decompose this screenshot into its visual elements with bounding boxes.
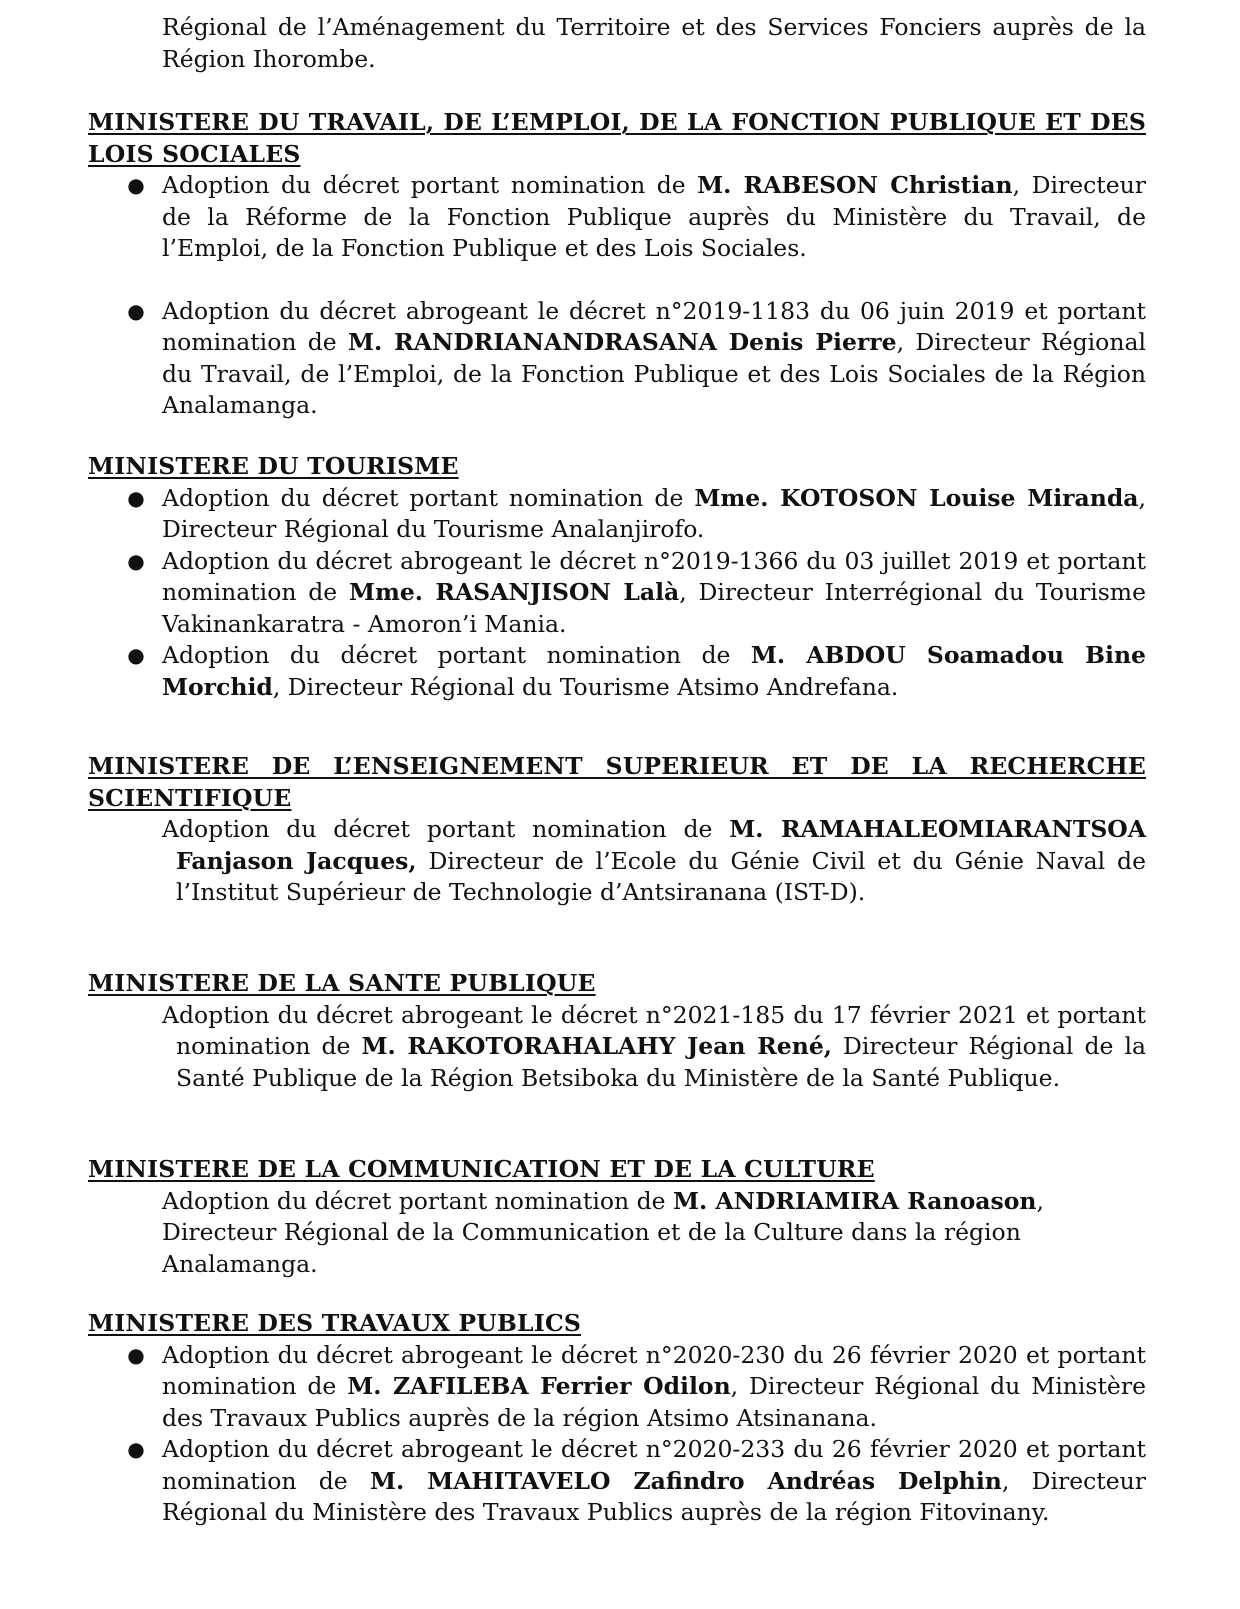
bullet-icon: ● [127,548,145,573]
nominee-name: M. ABDOU Soamadou Bine Morchid [162,641,1146,701]
section-heading: MINISTERE DU TRAVAIL, DE L’EMPLOI, DE LA FONCTION PUBLIQUE ET DES LOIS SOCIALES [88,108,1146,168]
section-heading: MINISTERE DU TOURISME [88,452,459,480]
decree-item: ● Adoption du décret portant nomination de M. ABDOU Soamadou Bine Morchid, Directeur Régional du Tourisme Atsimo Andrefana. [127,641,1146,701]
nominee-name: Mme. RASANJISON Lalà [348,578,680,606]
section-heading: MINISTERE DE LA SANTE PUBLIQUE [88,969,596,997]
intro-block [88,12,1146,75]
decree-item: ● Adoption du décret abrogeant le décret n°2020-233 du 26 février 2020 et portant nomination de M. MAHITAVELO Zafindro Andréas Delphin, Directeur Régional du Ministère des Travaux Publics auprès de la région Fitovinany. [127,1435,1146,1526]
bullet-icon: ● [127,173,145,197]
bullet-icon: ● [127,1437,145,1461]
intro-paragraph: Régional de l’Aménagement du Territoire et des Services Fonciers auprès de la Région Ihorombe. [162,13,1146,73]
decree-paragraph: Adoption du décret abrogeant le décret n°2021-185 du 17 février 2021 et portant nomination de M. RAKOTORAHALAHY Jean René, Directeur Régional de la Santé Publique de la Région Betsiboka du Ministère de la Santé Publique. [162,1000,1146,1092]
decree-list [88,1340,1146,1529]
decree-list [88,483,1146,704]
nominee-name: M. RAKOTORAHALAHY Jean René, [361,1032,832,1060]
bullet-icon: ● [127,643,145,667]
bullet-icon: ● [127,1342,145,1367]
nominee-name: M. ZAFILEBA Ferrier Odilon [347,1372,731,1400]
nominee-name: M. RAMAHALEOMIARANTSOA Fanjason Jacques, [176,815,1146,875]
section-heading: MINISTERE DE L’ENSEIGNEMENT SUPERIEUR ET DE LA RECHERCHE SCIENTIFIQUE [88,752,1146,812]
decree-paragraph: Adoption du décret portant nomination de M. ANDRIAMIRA Ranoason, Directeur Régional de la Communication et de la Culture dans la région Analamanga. [162,1186,1044,1278]
nominee-name: M. MAHITAVELO Zafindro Andréas Delphin [370,1466,1002,1495]
decree-paragraph: Adoption du décret portant nomination de M. RAMAHALEOMIARANTSOA Fanjason Jacques, Directeur de l’Ecole du Génie Civil et du Génie Naval de l’Institut Supérieur de Technologie d’Antsiranana (IST-D). [162,815,1146,906]
section-heading: MINISTERE DES TRAVAUX PUBLICS [88,1309,582,1337]
bullet-icon: ● [127,298,145,323]
decree-item: ● Adoption du décret abrogeant le décret n°2019-1183 du 06 juin 2019 et portant nomination de M. RANDRIANANDRASANA Denis Pierre, Directeur Régional du Travail, de l’Emploi, de la Fonction Publique et des Lois Sociales de la Région Analamanga. [127,296,1146,419]
decree-item: ● Adoption du décret abrogeant le décret n°2020-230 du 26 février 2020 et portant nomination de M. ZAFILEBA Ferrier Odilon, Directeur Régional du Ministère des Travaux Publics auprès de la région Atsimo Atsinanana. [127,1340,1146,1432]
nominee-name: M. RABESON Christian [697,171,1013,199]
bullet-icon: ● [127,485,145,510]
decree-item: ● Adoption du décret abrogeant le décret n°2019-1366 du 03 juillet 2019 et portant nomination de Mme. RASANJISON Lalà, Directeur Interrégional du Tourisme Vakinankaratra - Amoron’i Mania. [127,546,1146,638]
nominee-name: M. ANDRIAMIRA Ranoason [673,1186,1037,1215]
decree-item: ● Adoption du décret portant nomination de Mme. KOTOSON Louise Miranda, Directeur Régional du Tourisme Analanjirofo. [127,483,1146,543]
section-travaux-publics [88,1308,1146,1529]
decree-item: ● Adoption du décret portant nomination de M. RABESON Christian, Directeur de la Réforme de la Fonction Publique auprès du Ministère du Travail, de l’Emploi, de la Fonction Publique et des Lois Sociales. [127,171,1146,262]
section-heading: MINISTERE DE LA COMMUNICATION ET DE LA CULTURE [88,1155,875,1183]
nominee-name: Mme. KOTOSON Louise Miranda [694,483,1139,512]
section-communication [88,1154,1146,1280]
nominee-name: M. RANDRIANANDRASANA Denis Pierre [347,328,897,356]
section-travail [88,107,1146,422]
section-enseignement [88,751,1146,909]
decree-list [88,170,1146,422]
section-sante [88,968,1146,1094]
section-tourisme [88,451,1146,703]
